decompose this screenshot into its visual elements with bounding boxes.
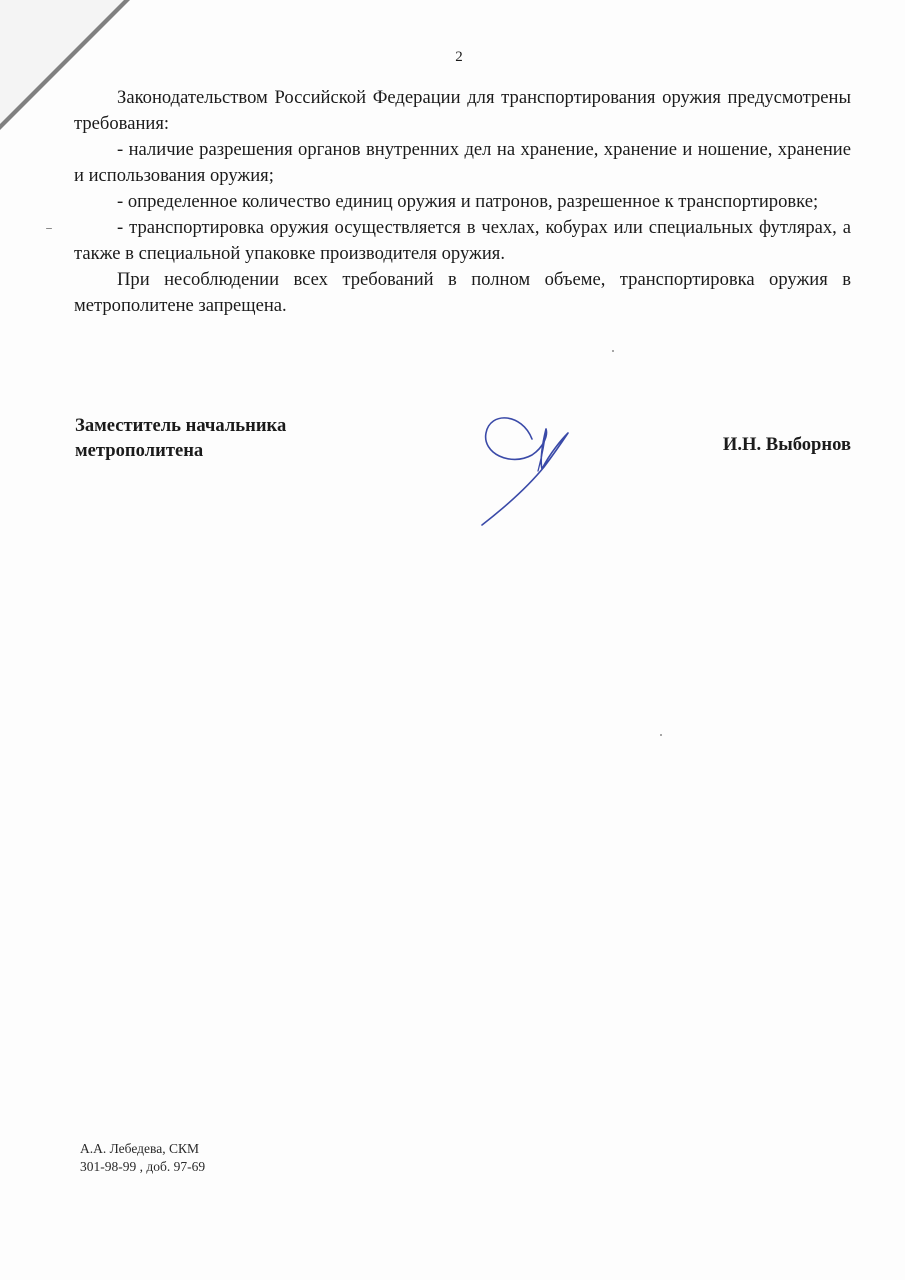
signature-stroke [482, 418, 568, 525]
signatory-title-line: метрополитена [75, 440, 204, 461]
paragraph: - транспортировка оружия осуществляется в чехлах, кобурах или специальных футлярах, а также в специальной упаковке производителя оружия. [74, 217, 851, 264]
paragraph: При несоблюдении всех требований в полном объеме, транспортировка оружия в метрополитене запрещена. [74, 269, 851, 316]
letter-body [74, 85, 851, 319]
signatory-title-line: Заместитель начальника [75, 415, 287, 436]
scan-speck [46, 228, 52, 229]
scan-speck [660, 734, 662, 736]
paragraph: Законодательством Российской Федерации для транспортирования оружия предусмотрены требования: [74, 87, 851, 134]
paragraph: - наличие разрешения органов внутренних дел на хранение, хранение и ношение, хранение и использования оружия; [74, 139, 851, 186]
executor-phone: 301-98-99 , доб. 97-69 [80, 1159, 206, 1174]
executor-name: А.А. Лебедева, СКМ [80, 1141, 199, 1156]
scan-speck [612, 350, 614, 352]
executor-info [80, 1140, 205, 1176]
page-number: 2 [455, 49, 463, 65]
signatory-title [75, 413, 286, 463]
signatory-name: И.Н. Выборнов [722, 434, 851, 455]
handwritten-signature [470, 405, 580, 530]
paragraph: - определенное количество единиц оружия и патронов, разрешенное к транспортировке; [117, 191, 819, 212]
